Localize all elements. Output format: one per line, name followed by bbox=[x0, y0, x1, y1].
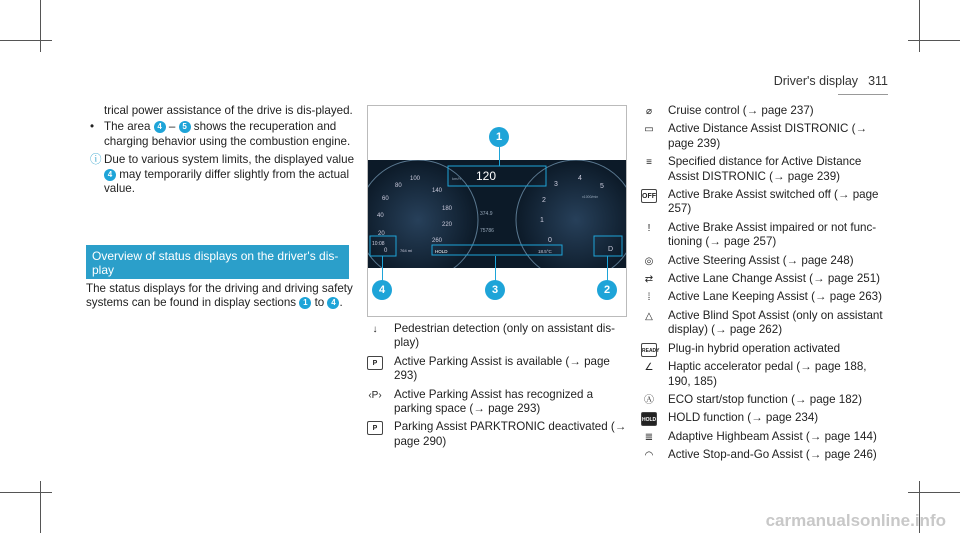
brake-assist-off-icon: OFF bbox=[641, 189, 657, 203]
info-icon: ⓘ bbox=[90, 153, 102, 167]
callout-number: 4 bbox=[327, 297, 339, 309]
ready-icon: READY bbox=[641, 343, 657, 357]
list-item bbox=[641, 122, 891, 151]
item-text: Cruise control (→ page 237) bbox=[668, 104, 814, 117]
callout-line bbox=[607, 256, 608, 281]
list-item bbox=[641, 188, 891, 217]
item-text: Plug-in hybrid operation activated bbox=[668, 341, 841, 355]
crop-mark bbox=[0, 40, 52, 41]
cruise-control-icon: ⌀ bbox=[645, 106, 653, 117]
brake-assist-impaired-icon: ! bbox=[647, 222, 651, 234]
blind-spot-icon: △ bbox=[645, 310, 653, 322]
header-rule bbox=[838, 94, 888, 95]
running-header bbox=[774, 74, 888, 88]
parktronic-off-icon: P bbox=[367, 421, 383, 435]
list-item bbox=[367, 322, 627, 351]
pedestrian-icon: ↓ bbox=[372, 324, 378, 335]
eco-start-stop-icon: Ⓐ bbox=[644, 394, 654, 406]
cluster-graphic bbox=[368, 160, 626, 268]
section-name: Driver's display bbox=[773, 74, 859, 88]
callout-line bbox=[382, 256, 383, 281]
tacho-tick: 1 bbox=[540, 217, 544, 224]
list-item bbox=[367, 420, 627, 449]
item-text: ECO start/stop function (→ page 182) bbox=[668, 392, 862, 406]
info-note bbox=[90, 153, 356, 196]
instrument-cluster-figure bbox=[367, 105, 627, 317]
trip-meter: 75786 bbox=[480, 228, 494, 234]
section-body bbox=[86, 282, 356, 311]
callout-number: 5 bbox=[179, 121, 191, 133]
speedo-tick: 140 bbox=[432, 188, 443, 194]
item-text: HOLD function (→ page 234) bbox=[668, 411, 819, 425]
item-text: Active Distance Assist DISTRONIC (→ page 239) bbox=[668, 122, 868, 150]
item-text: Specified distance for Active Distance Assist DISTRONIC (→ page 239) bbox=[668, 155, 862, 183]
speedo-tick: 40 bbox=[377, 213, 384, 219]
list-item bbox=[641, 272, 891, 286]
list-item bbox=[641, 309, 891, 338]
odometer: 374.9 bbox=[480, 211, 493, 217]
speedo-tick: 180 bbox=[442, 206, 453, 212]
list-item bbox=[641, 290, 891, 304]
parking-assist-icon: P bbox=[367, 356, 383, 370]
item-text: Active Blind Spot Assist (only on assistant display) (→ page 262) bbox=[668, 308, 883, 337]
list-item bbox=[641, 448, 891, 462]
bullet-text: shows the recuperation and charging behavior using the combustion engine. bbox=[104, 120, 351, 148]
dash: – bbox=[168, 120, 176, 134]
item-text: Active Lane Change Assist (→ page 251) bbox=[668, 272, 881, 286]
clock-readout: 10:08 bbox=[372, 241, 385, 247]
callout-1: 1 bbox=[489, 127, 509, 147]
list-item bbox=[641, 360, 891, 389]
left-column bbox=[86, 104, 356, 196]
right-column-list bbox=[641, 104, 891, 467]
item-text: Active Parking Assist is available (→ page 293) bbox=[394, 354, 610, 383]
note-text: Due to various system limits, the displayed value bbox=[104, 153, 355, 167]
tacho-tick: 5 bbox=[600, 183, 604, 190]
item-text: Active Steering Assist (→ page 248) bbox=[668, 253, 854, 267]
crop-mark bbox=[0, 492, 52, 493]
list-item bbox=[641, 430, 891, 444]
paragraph-text: The status displays for the driving and driving safety systems can be found in display sections bbox=[86, 282, 353, 310]
callout-number: 4 bbox=[104, 169, 116, 181]
tacho-tick: 0 bbox=[548, 237, 552, 244]
hold-indicator: HOLD bbox=[435, 249, 448, 254]
bullet-text: The area bbox=[104, 120, 151, 134]
list-item bbox=[367, 388, 627, 417]
list-item bbox=[641, 411, 891, 425]
lane-keeping-icon: ⁞ bbox=[647, 292, 651, 304]
item-text: Pedestrian detection (only on assistant dis-play) bbox=[394, 322, 616, 350]
item-text: Adaptive Highbeam Assist (→ page 144) bbox=[668, 429, 877, 443]
highbeam-icon: ≣ bbox=[644, 431, 654, 443]
bullet-item bbox=[90, 120, 356, 149]
bullet-icon: • bbox=[90, 120, 95, 134]
note-text: may temporarily differ slightly from the actual value. bbox=[104, 167, 350, 196]
tacho-tick: 2 bbox=[542, 197, 546, 204]
speed-unit-label: km/h bbox=[452, 176, 461, 181]
list-item bbox=[641, 104, 891, 118]
page-number: 311 bbox=[868, 74, 888, 88]
list-item bbox=[641, 393, 891, 407]
callout-line bbox=[499, 147, 500, 166]
tacho-tick: 4 bbox=[578, 175, 582, 182]
item-text: Active Stop-and-Go Assist (→ page 246) bbox=[668, 448, 877, 462]
speedo-tick: 100 bbox=[410, 176, 421, 182]
list-item bbox=[641, 342, 891, 356]
driver-display-screen bbox=[368, 160, 626, 268]
lane-change-icon: ⇄ bbox=[644, 274, 654, 286]
paragraph-text: to bbox=[314, 296, 325, 310]
item-text: Haptic accelerator pedal (→ page 188, 190, 185) bbox=[668, 360, 867, 388]
fuel-range-readout: 764 mi bbox=[400, 248, 413, 253]
item-text: Active Brake Assist switched off (→ page 257) bbox=[668, 188, 879, 216]
crop-mark bbox=[40, 481, 41, 533]
item-text: Active Lane Keeping Assist (→ page 263) bbox=[668, 290, 882, 304]
callout-number: 1 bbox=[299, 297, 311, 309]
speedo-tick: 0 bbox=[384, 248, 388, 254]
specified-distance-icon: ≡ bbox=[646, 157, 652, 169]
speedo-tick: 260 bbox=[432, 238, 443, 244]
speedo-tick: 80 bbox=[395, 183, 402, 189]
watermark: carmanualsonline.info bbox=[765, 511, 946, 530]
crop-mark bbox=[908, 40, 960, 41]
speedo-tick: 220 bbox=[442, 222, 453, 228]
item-text: Active Parking Assist has recognized a parking space (→ page 293) bbox=[394, 387, 594, 416]
crop-mark bbox=[908, 492, 960, 493]
temperature-readout: 18.5°C bbox=[538, 249, 552, 254]
list-item bbox=[641, 254, 891, 268]
list-item bbox=[367, 355, 627, 384]
speedo-tick: 20 bbox=[378, 231, 385, 237]
callout-line bbox=[495, 256, 496, 281]
middle-column-list bbox=[367, 322, 627, 453]
haptic-pedal-icon: ∠ bbox=[644, 362, 654, 374]
paragraph: trical power assistance of the drive is dis-played. bbox=[104, 104, 353, 117]
stop-and-go-icon: ◠ bbox=[644, 450, 654, 462]
tacho-tick: 3 bbox=[554, 181, 558, 188]
parking-space-icon: ‹P› bbox=[368, 389, 382, 401]
callout-2: 2 bbox=[597, 280, 617, 300]
section-heading: Overview of status displays on the driver's dis-play bbox=[86, 245, 349, 279]
hold-icon: HOLD bbox=[641, 412, 657, 426]
crop-mark bbox=[919, 0, 920, 52]
callout-number: 4 bbox=[154, 121, 166, 133]
item-text: Parking Assist PARKTRONIC deactivated (→ page 290) bbox=[394, 420, 627, 448]
paragraph-text: . bbox=[339, 296, 343, 310]
distance-assist-icon: ▭ bbox=[644, 124, 654, 136]
item-text: Active Brake Assist impaired or not func-tioning (→ page 257) bbox=[668, 220, 877, 249]
gear-indicator: D bbox=[608, 246, 614, 253]
list-item bbox=[641, 155, 891, 184]
tacho-label: x1000/min bbox=[582, 195, 599, 199]
callout-3: 3 bbox=[485, 280, 505, 300]
steering-assist-icon: ◎ bbox=[644, 255, 654, 267]
list-item bbox=[641, 221, 891, 250]
speed-limit-readout: 120 bbox=[476, 169, 497, 183]
paragraph bbox=[86, 282, 356, 311]
speedo-tick: 60 bbox=[382, 196, 389, 202]
crop-mark bbox=[40, 0, 41, 52]
callout-4: 4 bbox=[372, 280, 392, 300]
